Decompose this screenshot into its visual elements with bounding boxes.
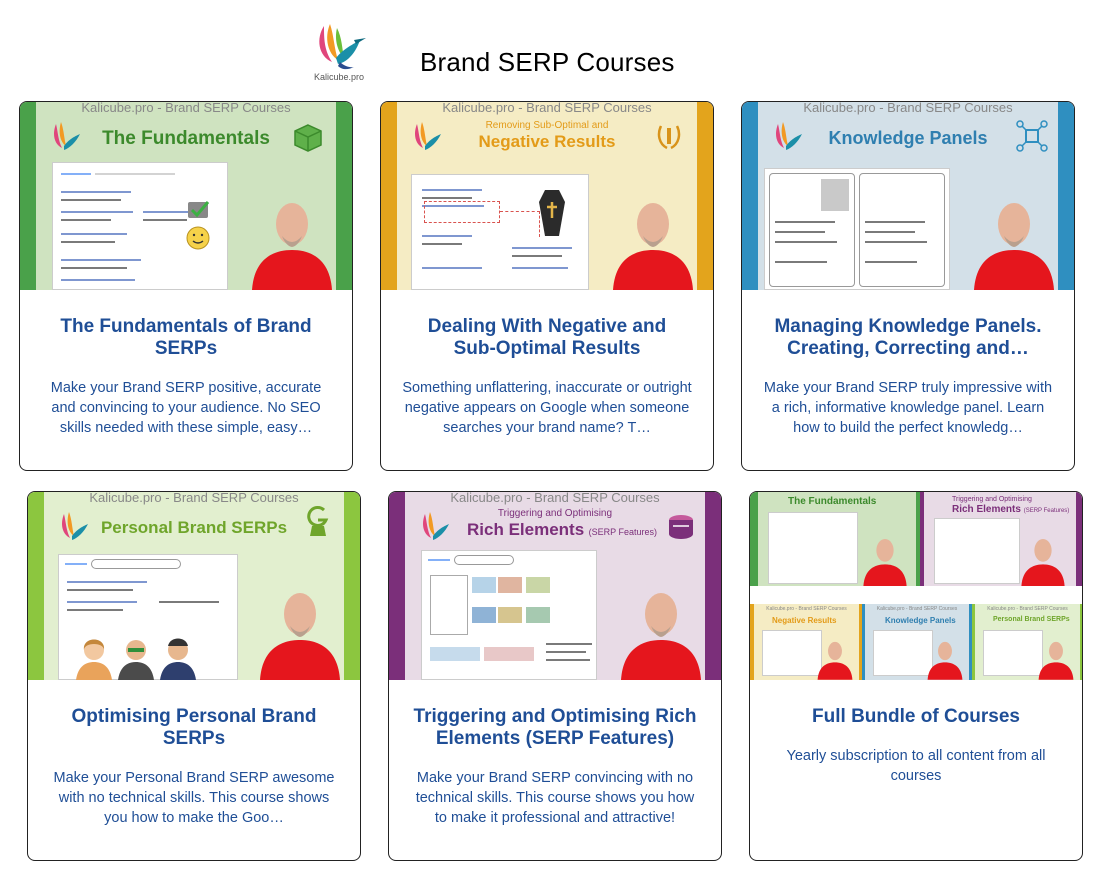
course-card-rich-elements[interactable] <box>388 491 722 861</box>
thumb-title: The Fundamentals <box>102 128 270 149</box>
presenter-photo <box>607 190 699 290</box>
mini-thumb-title-suffix: (SERP Features) <box>1023 508 1070 514</box>
course-description: Make your Brand SERP positive, accurate and convincing to your audience. No SEO skills needed with these simple, easy… <box>50 380 322 436</box>
course-thumbnail[interactable] <box>381 102 713 290</box>
coffin-icon <box>537 188 567 238</box>
thumb-title: Rich Elements <box>467 520 585 539</box>
presenter-photo <box>860 532 910 586</box>
presenter-photo <box>246 190 338 290</box>
course-description: Make your Brand SERP convincing with no technical skills. This course shows you how to make it professional and attractive! <box>415 770 695 826</box>
course-card-personal-brand[interactable] <box>27 491 361 861</box>
thumb-title: Personal Brand SERPs <box>100 518 288 537</box>
course-description: Yearly subscription to all content from all courses <box>786 748 1046 784</box>
mini-thumb-title: Negative Results <box>772 616 837 625</box>
course-title[interactable]: Optimising Personal Brand SERPs <box>71 706 317 749</box>
presenter-photo <box>254 580 346 680</box>
thumb-stripe-right <box>705 492 721 680</box>
course-thumbnail[interactable] <box>742 102 1074 290</box>
thumb-title-suffix: (SERP Features) <box>588 527 657 537</box>
course-card-knowledge-panels[interactable] <box>741 101 1075 471</box>
mini-thumb-title <box>952 504 1069 515</box>
laurel-icon <box>653 120 685 152</box>
presenter-photo <box>1018 532 1068 586</box>
hummingbird-logo-icon <box>310 18 368 74</box>
course-thumbnail[interactable] <box>389 492 721 680</box>
thumb-title: Negative Results <box>478 132 616 151</box>
thumb-stripe-right <box>344 492 360 680</box>
presenter-photo <box>815 636 855 680</box>
page-title: Brand SERP Courses <box>420 47 675 77</box>
thumb-banner: Kalicube.pro - Brand SERP Courses <box>81 102 291 115</box>
course-card-negative[interactable] <box>380 101 714 471</box>
course-card-full-bundle[interactable] <box>749 491 1083 861</box>
logo-text: Kalicube.pro <box>313 72 365 82</box>
thumb-subtitle: Triggering and Optimising <box>497 508 613 519</box>
mini-thumb-banner: Kalicube.pro - Brand SERP Courses <box>766 606 847 612</box>
thumb-banner: Kalicube.pro - Brand SERP Courses <box>89 492 299 505</box>
thumb-stripe-left <box>389 492 405 680</box>
mini-thumb-banner: Kalicube.pro - Brand SERP Courses <box>876 606 958 612</box>
course-title[interactable]: Dealing With Negative and Sub-Optimal Results <box>427 316 667 359</box>
thumb-stripe-right <box>1058 102 1074 290</box>
course-thumbnail[interactable] <box>20 102 352 290</box>
thumb-banner: Kalicube.pro - Brand SERP Courses <box>803 102 1013 115</box>
thumb-stripe-left <box>28 492 44 680</box>
cube-icon <box>292 122 324 154</box>
thumb-stripe-left <box>742 102 758 290</box>
mini-thumb-banner: Kalicube.pro - Brand SERP Courses <box>987 606 1068 612</box>
course-title[interactable]: Triggering and Optimising Rich Elements (SERP Features) <box>413 706 697 749</box>
thumb-subtitle: Removing Sub-Optimal and <box>485 120 609 131</box>
thumb-stripe-right <box>336 102 352 290</box>
mini-thumb-title: Knowledge Panels <box>885 616 956 625</box>
mini-thumb-knowledge <box>862 604 972 680</box>
page-header <box>0 0 1106 96</box>
thumb-stripe-left <box>20 102 36 290</box>
presenter-photo <box>968 190 1060 290</box>
mini-thumb-title-main: Rich Elements <box>952 504 1021 515</box>
course-title[interactable]: Managing Knowledge Panels. Creating, Correcting and… <box>774 316 1042 359</box>
thumb-stripe-left <box>381 102 397 290</box>
kalicube-logo[interactable] <box>310 18 368 88</box>
thumb-banner: Kalicube.pro - Brand SERP Courses <box>442 102 652 115</box>
course-title[interactable]: The Fundamentals of Brand SERPs <box>60 316 312 359</box>
presenter-photo <box>615 580 707 680</box>
presenter-photo <box>1036 636 1076 680</box>
course-title[interactable]: Full Bundle of Courses <box>812 706 1020 727</box>
mini-thumb-negative <box>750 604 862 680</box>
mini-thumb-subtitle: Triggering and Optimising <box>952 496 1032 503</box>
mini-thumb-fundamentals <box>750 492 920 586</box>
thumb-stripe-right <box>697 102 713 290</box>
presenter-photo <box>925 636 965 680</box>
mini-thumb-rich <box>920 492 1082 586</box>
serp-screenshot <box>421 550 597 680</box>
mini-thumb-title: Personal Brand SERPs <box>993 616 1070 623</box>
course-description: Make your Brand SERP truly impressive with a rich, informative knowledge panel. Learn how to build the perfect knowledg… <box>763 380 1053 436</box>
thumb-title-row <box>459 520 665 540</box>
course-thumbnail[interactable] <box>750 492 1082 680</box>
course-thumbnail[interactable] <box>28 492 360 680</box>
avatars-illustration <box>74 628 200 680</box>
course-description: Make your Personal Brand SERP awesome with no technical skills. This course shows you how to make the Goo… <box>53 770 335 826</box>
course-description: Something unflattering, inaccurate or outright negative appears on Google when someone searches your brand name? T… <box>402 380 692 436</box>
knowledge-panel-screenshot <box>764 168 950 290</box>
thumb-title: Knowledge Panels <box>828 128 988 148</box>
mini-thumb-title: The Fundamentals <box>788 496 877 507</box>
check-smiley-icon <box>186 200 212 254</box>
g-person-icon <box>302 504 334 536</box>
course-card-fundamentals[interactable] <box>19 101 353 471</box>
thumb-banner: Kalicube.pro - Brand SERP Courses <box>450 492 660 505</box>
network-icon <box>1016 120 1048 152</box>
stack-icon <box>665 512 697 544</box>
mini-thumb-personal <box>972 604 1082 680</box>
